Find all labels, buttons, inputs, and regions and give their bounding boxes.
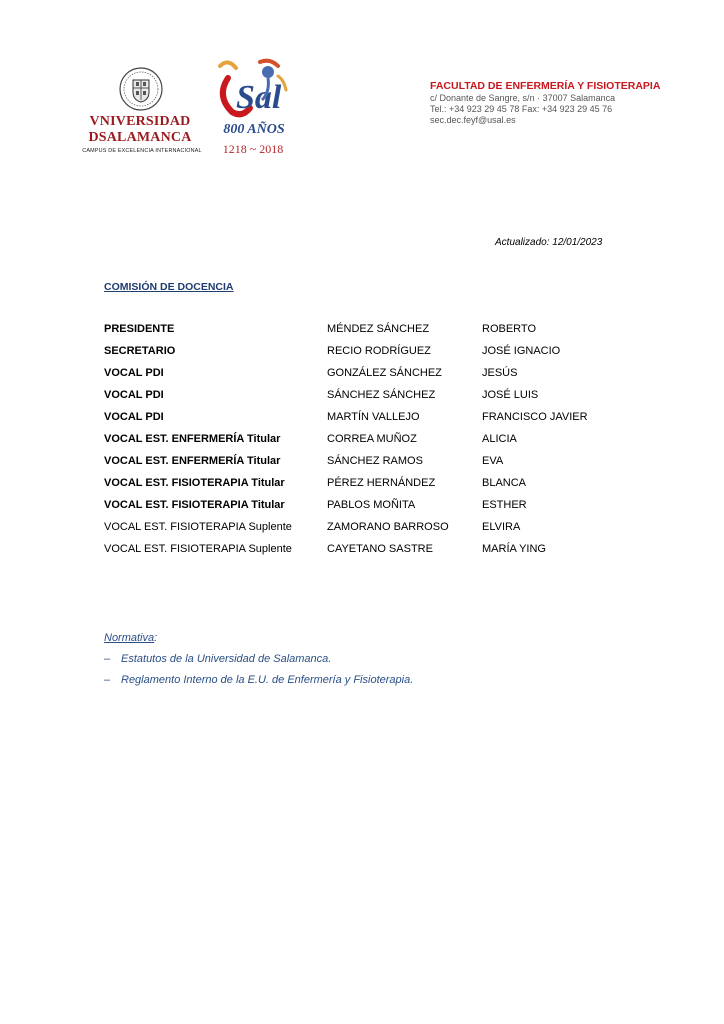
member-name: EVA xyxy=(482,455,504,467)
anniversary-logo-text: Sal xyxy=(236,79,282,116)
member-surname: ZAMORANO BARROSO xyxy=(327,521,449,533)
anniversary-label: 800 AÑOS xyxy=(223,122,285,137)
normativa-title xyxy=(104,632,157,644)
table-row xyxy=(104,322,624,344)
table-row xyxy=(104,498,624,520)
member-role: VOCAL EST. FISIOTERAPIA Suplente xyxy=(104,521,292,533)
member-name: JOSÉ LUIS xyxy=(482,389,539,401)
member-role: VOCAL EST. ENFERMERÍA Titular xyxy=(104,455,281,467)
member-surname: PÉREZ HERNÁNDEZ xyxy=(327,477,436,489)
list-bullet: – xyxy=(104,674,111,686)
member-role: PRESIDENTE xyxy=(104,323,175,335)
member-name: FRANCISCO JAVIER xyxy=(482,411,588,423)
member-name: BLANCA xyxy=(482,477,527,489)
table-row xyxy=(104,542,624,564)
updated-date: Actualizado: 12/01/2023 xyxy=(495,237,603,248)
member-name: ESTHER xyxy=(482,499,527,511)
university-logo xyxy=(80,66,200,156)
member-name: MARÍA YING xyxy=(482,543,546,555)
faculty-phone: Tel.: +34 923 29 45 78 Fax: +34 923 29 45 76 xyxy=(430,104,613,114)
member-surname: MARTÍN VALLEJO xyxy=(327,411,420,423)
faculty-name: FACULTAD DE ENFERMERÍA Y FISIOTERAPIA xyxy=(430,80,661,92)
anniversary-logo xyxy=(208,56,298,156)
member-role: VOCAL EST. FISIOTERAPIA Suplente xyxy=(104,543,292,555)
member-surname: RECIO RODRÍGUEZ xyxy=(327,345,431,357)
member-role: VOCAL EST. ENFERMERÍA Titular xyxy=(104,433,281,445)
member-role: VOCAL EST. FISIOTERAPIA Titular xyxy=(104,477,285,489)
member-role: VOCAL PDI xyxy=(104,367,164,379)
table-row xyxy=(104,520,624,542)
table-row xyxy=(104,476,624,498)
member-role: SECRETARIO xyxy=(104,345,176,357)
member-name: ELVIRA xyxy=(482,521,521,533)
faculty-address: c/ Donante de Sangre, s/n · 37007 Salamanca xyxy=(430,93,616,103)
university-crest-icon xyxy=(118,66,164,112)
table-row xyxy=(104,366,624,388)
member-role: VOCAL PDI xyxy=(104,411,164,423)
member-surname: GONZÁLEZ SÁNCHEZ xyxy=(327,367,442,379)
member-name: JOSÉ IGNACIO xyxy=(482,345,561,357)
member-surname: PABLOS MOÑITA xyxy=(327,499,416,511)
section-title: COMISIÓN DE DOCENCIA xyxy=(104,281,234,293)
table-row xyxy=(104,454,624,476)
university-name-line1: VNIVERSIDAD xyxy=(89,114,191,129)
table-row xyxy=(104,388,624,410)
university-name-line2: DSALAMANCA xyxy=(88,130,192,145)
normativa-item-text: Estatutos de la Universidad de Salamanca. xyxy=(121,653,332,665)
university-tagline: CAMPUS DE EXCELENCIA INTERNACIONAL xyxy=(82,148,202,154)
member-name: ROBERTO xyxy=(482,323,536,335)
table-row xyxy=(104,344,624,366)
member-surname: MÉNDEZ SÁNCHEZ xyxy=(327,323,430,335)
members-table xyxy=(104,322,624,564)
normativa-item-text: Reglamento Interno de la E.U. de Enfermería y Fisioterapia. xyxy=(121,674,414,686)
member-surname: SÁNCHEZ SÁNCHEZ xyxy=(327,389,436,401)
member-name: ALICIA xyxy=(482,433,517,445)
table-row xyxy=(104,410,624,432)
member-role: VOCAL PDI xyxy=(104,389,164,401)
list-bullet: – xyxy=(104,653,111,665)
faculty-info xyxy=(430,80,690,126)
normativa-title-suffix: : xyxy=(154,632,158,644)
member-surname: SÁNCHEZ RAMOS xyxy=(327,455,423,467)
normativa-title-text[interactable]: Normativa xyxy=(104,632,155,644)
table-row xyxy=(104,432,624,454)
member-name: JESÚS xyxy=(482,367,518,379)
member-surname: CAYETANO SASTRE xyxy=(327,543,433,555)
member-role: VOCAL EST. FISIOTERAPIA Titular xyxy=(104,499,285,511)
member-surname: CORREA MUÑOZ xyxy=(327,433,417,445)
faculty-email: sec.dec.feyf@usal.es xyxy=(430,115,516,125)
anniversary-emblem-icon xyxy=(208,56,298,122)
anniversary-years: 1218 ~ 2018 xyxy=(222,142,284,156)
